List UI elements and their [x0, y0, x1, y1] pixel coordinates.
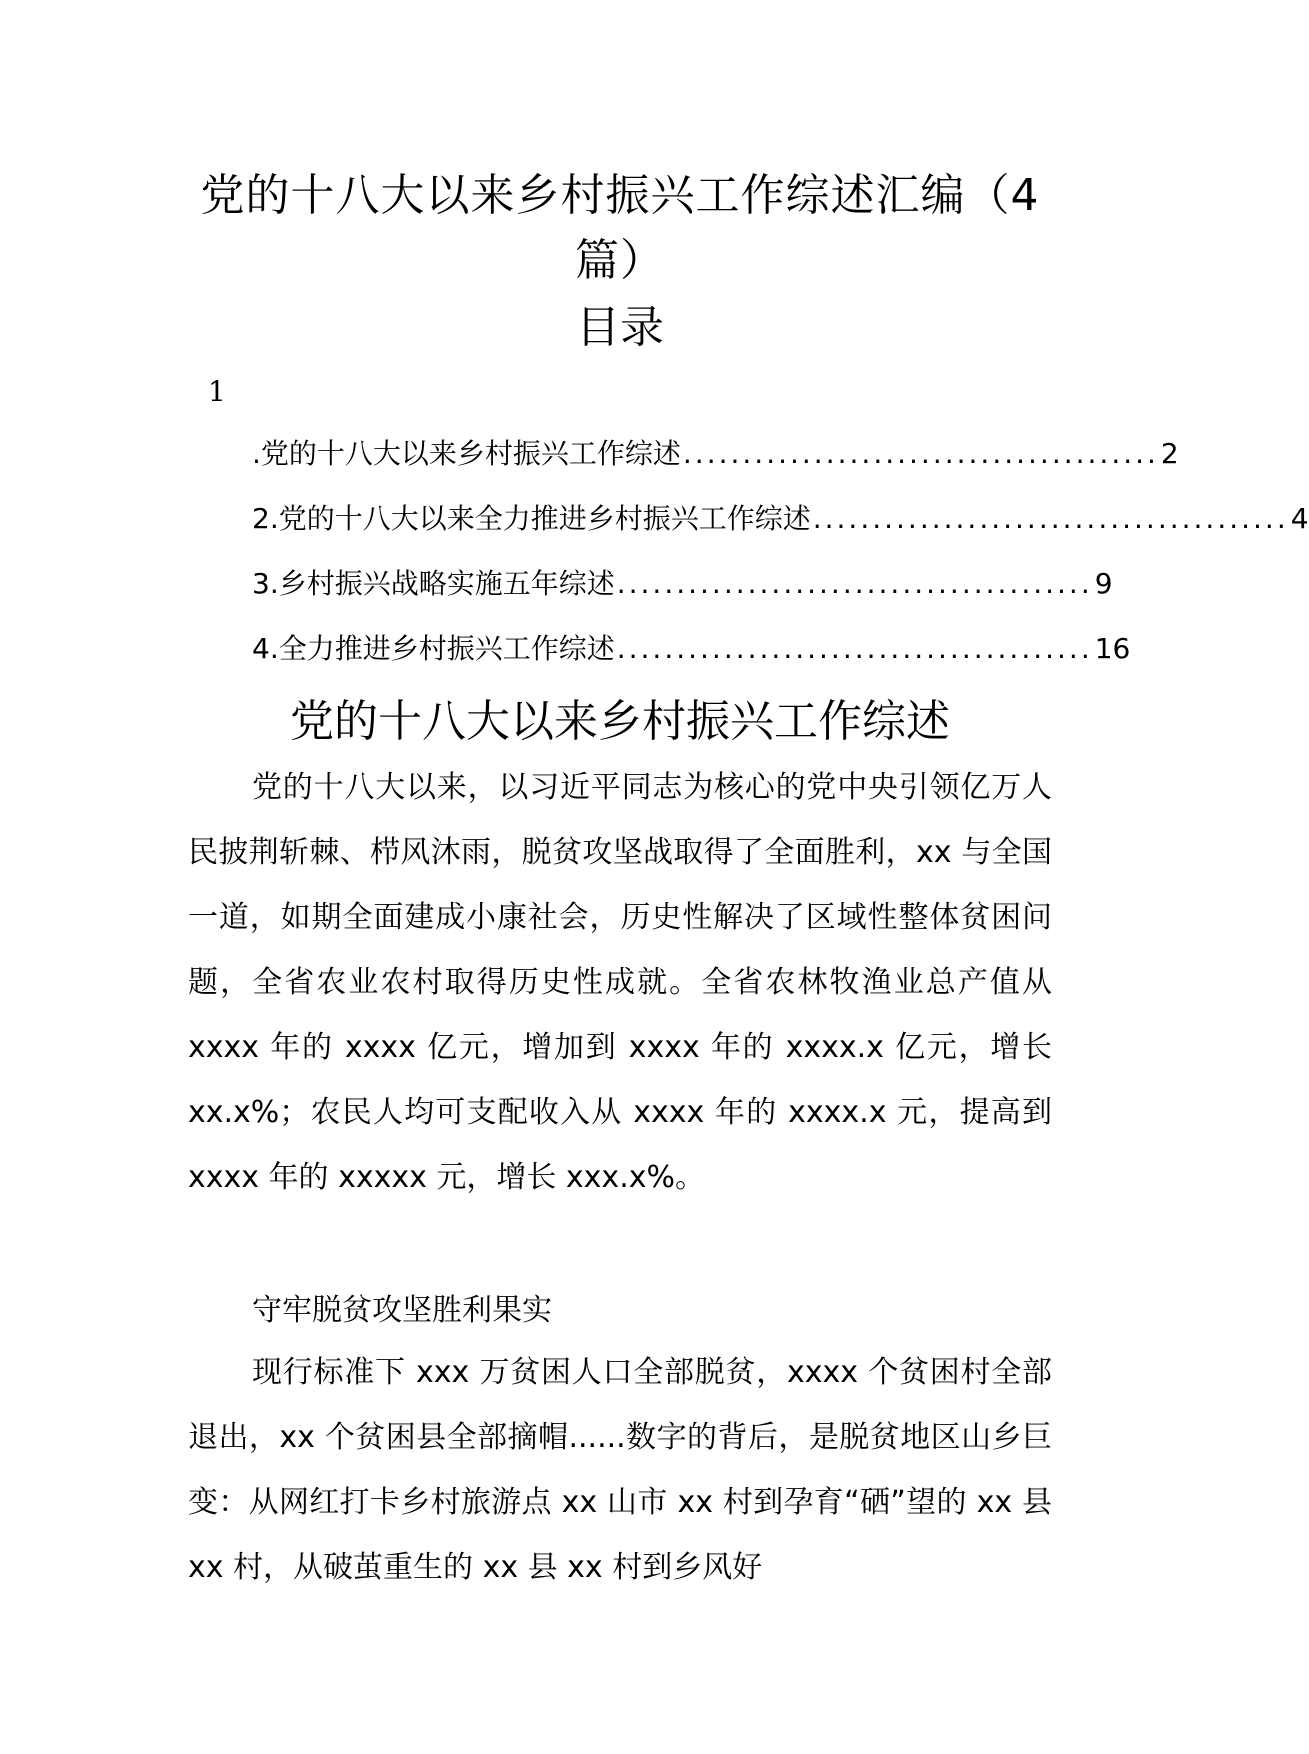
toc-page-number: 16 — [1094, 632, 1131, 665]
toc-item-label: 3.乡村振兴战略实施五年综述 — [252, 567, 615, 600]
toc-page-number: 4 — [1290, 502, 1309, 535]
toc-heading: 目录 — [576, 302, 664, 353]
document-title-line1: 党的十八大以来乡村振兴工作综述汇编（4 — [200, 170, 1040, 221]
toc-leader-dots: ........................................ — [812, 502, 1289, 535]
section-subheading: 守牢脱贫攻坚胜利果实 — [252, 1293, 552, 1328]
toc-leader-dots: ........................................ — [682, 437, 1159, 470]
toc-item-label: 2.党的十八大以来全力推进乡村振兴工作综述 — [252, 502, 811, 535]
toc-page-number: 9 — [1094, 567, 1113, 600]
toc-item-1[interactable] — [252, 432, 1179, 476]
document-title-line2: 篇） — [575, 235, 665, 286]
toc-item-label: .党的十八大以来乡村振兴工作综述 — [252, 437, 681, 470]
article-title: 党的十八大以来乡村振兴工作综述 — [290, 696, 950, 747]
toc-item-4[interactable] — [252, 627, 1131, 671]
toc-item-2[interactable] — [252, 497, 1309, 541]
body-paragraph-2: 现行标准下 xxx 万贫困人口全部脱贫，xxxx 个贫困村全部退出，xx 个贫困县全部摘帽......数字的背后，是脱贫地区山乡巨变：从网红打卡乡村旅游点 xx 山市 xx 村到孕育“硒”望的 xx 县 xx 村，从破茧重生的 xx 县 xx 村到乡风好 — [188, 1355, 1052, 1585]
toc-item-3[interactable] — [252, 562, 1113, 606]
toc-item-label: 4.全力推进乡村振兴工作综述 — [252, 632, 615, 665]
toc-page-number: 2 — [1160, 437, 1179, 470]
toc-number: 1 — [208, 375, 226, 408]
toc-leader-dots: ........................................ — [616, 632, 1093, 665]
body-paragraph-1: 党的十八大以来，以习近平同志为核心的党中央引领亿万人民披荆斩棘、栉风沐雨，脱贫攻坚战取得了全面胜利，xx 与全国一道，如期全面建成小康社会，历史性解决了区域性整体贫困问题，全省农业农村取得历史性成就。全省农林牧渔业总产值从 xxxx 年的 xxxx 亿元，增加到 xxxx 年的 xxxx.x 亿元，增长 xx.x%；农民人均可支配收入从 xxxx 年的 xxxx.x 元，提高到 xxxx 年的 xxxxx 元，增长 xxx.x%。 — [188, 770, 1052, 1195]
toc-leader-dots: ........................................ — [616, 567, 1093, 600]
